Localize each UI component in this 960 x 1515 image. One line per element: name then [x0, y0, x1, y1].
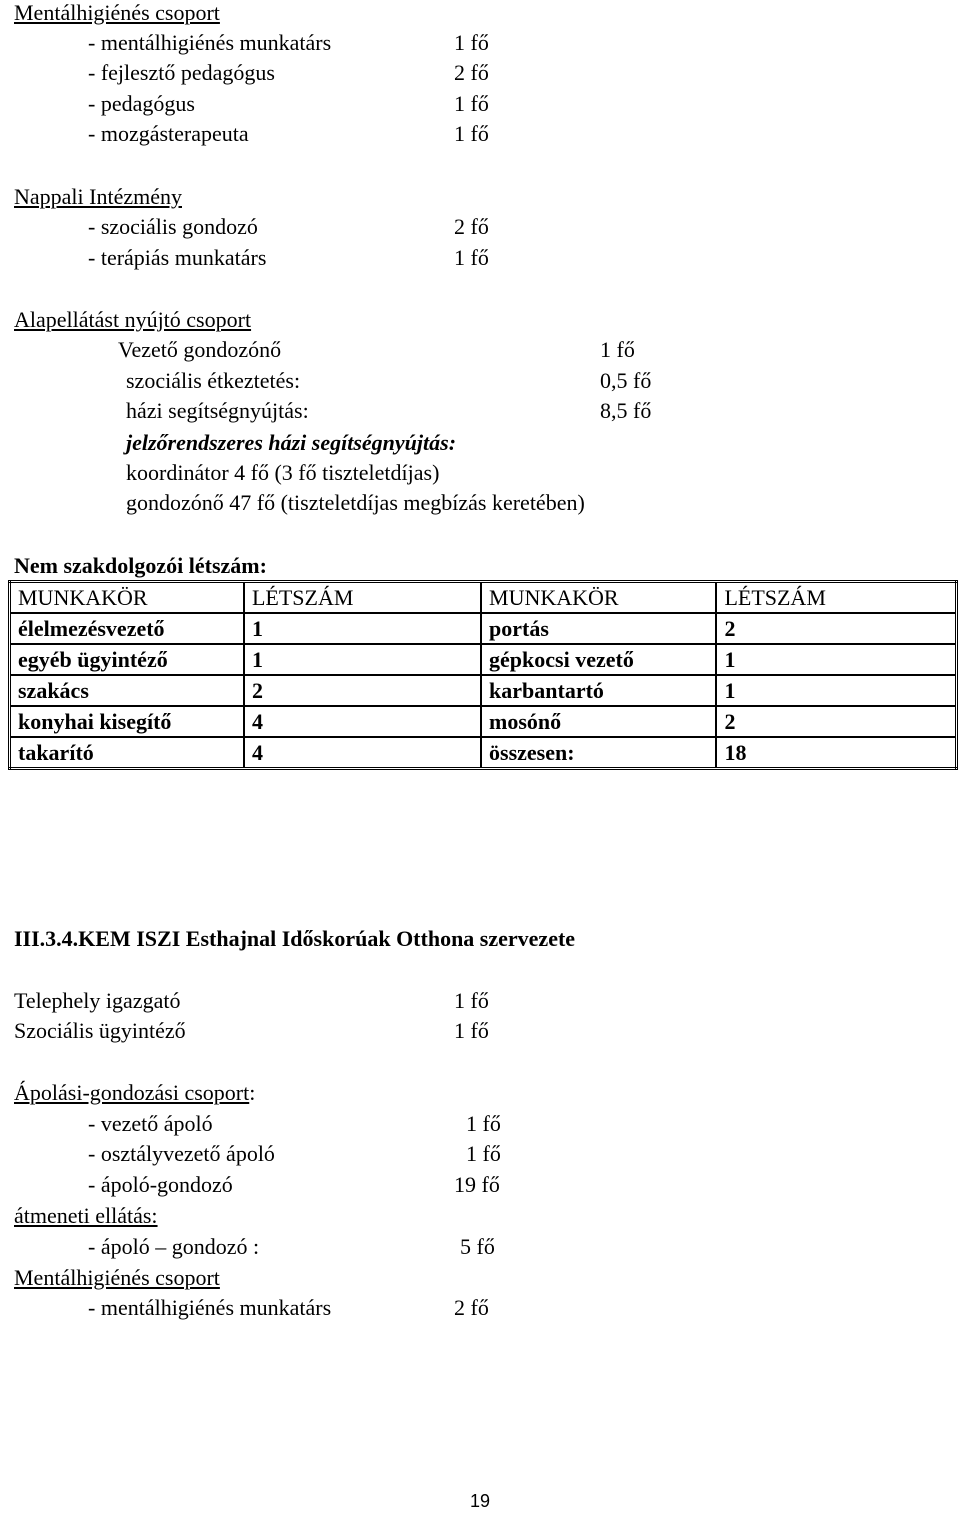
list-item-label: - pedagógus: [88, 91, 195, 116]
table-cell: 2: [716, 613, 956, 644]
table-cell: mosónő: [481, 706, 716, 737]
section-heading: III.3.4.KEM ISZI Esthajnal Időskorúak Otthona szervezete: [14, 926, 576, 951]
table-cell: konyhai kisegítő: [10, 706, 244, 737]
basic-care-title: Alapellátást nyújtó csoport: [14, 307, 252, 332]
table-row: [10, 675, 957, 706]
table-cell: 1: [244, 613, 481, 644]
table-row: [10, 706, 957, 737]
list-item-count: 1 fő: [454, 121, 489, 146]
table-cell: 1: [244, 644, 481, 675]
list-item-label: - mentálhigiénés munkatárs: [88, 1295, 332, 1320]
list-item-count: 1 fő: [466, 1141, 501, 1166]
list-item-count: 0,5 fő: [600, 368, 652, 393]
table-cell: karbantartó: [481, 675, 716, 706]
non-professional-title: Nem szakdolgozói létszám:: [14, 553, 267, 578]
header-cell: LÉTSZÁM: [716, 582, 956, 614]
list-item-label: Szociális ügyintéző: [14, 1018, 186, 1043]
table-row: [10, 737, 957, 769]
table-cell: takarító: [10, 737, 244, 769]
list-item-label: - ápoló-gondozó: [88, 1172, 233, 1197]
list-item-label: - mozgásterapeuta: [88, 121, 249, 146]
mental-hygiene-title: Mentálhigiénés csoport: [14, 1265, 220, 1290]
list-item-label: szociális étkeztetés:: [126, 368, 301, 393]
list-item-label: - vezető ápoló: [88, 1111, 213, 1136]
table-cell: 4: [244, 706, 481, 737]
transit-title: átmeneti ellátás:: [14, 1203, 158, 1228]
mental-hygiene-title: Mentálhigiénés csoport: [14, 0, 220, 25]
table-cell: 4: [244, 737, 481, 769]
header-cell: LÉTSZÁM: [244, 582, 481, 614]
list-item-label: - terápiás munkatárs: [88, 245, 267, 270]
list-item-count: 19 fő: [454, 1172, 500, 1197]
header-cell: MUNKAKÖR: [10, 582, 244, 614]
day-care-title: Nappali Intézmény: [14, 184, 182, 209]
list-item-label: Vezető gondozónő: [118, 337, 282, 362]
nursing-title-line: Ápolási-gondozási csoport:: [14, 1080, 256, 1105]
list-item-label: Telephely igazgató: [14, 988, 181, 1013]
nursing-title: Ápolási-gondozási csoport: [14, 1080, 250, 1105]
table-cell: egyéb ügyintéző: [10, 644, 244, 675]
list-item-count: 2 fő: [454, 1295, 489, 1320]
list-item-count: 1 fő: [454, 245, 489, 270]
list-item-label: - osztályvezető ápoló: [88, 1141, 275, 1166]
list-item-count: 5 fő: [460, 1234, 495, 1259]
list-item-label: házi segítségnyújtás:: [126, 398, 309, 423]
list-item-count: 1 fő: [454, 30, 489, 55]
table-row: [10, 644, 957, 675]
list-item-label: - szociális gondozó: [88, 214, 258, 239]
table-cell: 2: [244, 675, 481, 706]
list-item-count: 2 fő: [454, 214, 489, 239]
page-number: 19: [469, 1491, 491, 1511]
table-cell: 2: [716, 706, 956, 737]
staff-table: [8, 580, 958, 770]
table-row: [10, 613, 957, 644]
carer-line: gondozónő 47 fő (tiszteletdíjas megbízás keretében): [126, 490, 585, 515]
list-item-count: 1 fő: [466, 1111, 501, 1136]
list-item-count: 1 fő: [454, 91, 489, 116]
list-item-count: 2 fő: [454, 60, 489, 85]
table-cell: összesen:: [481, 737, 716, 769]
table-cell: portás: [481, 613, 716, 644]
list-item-count: 1 fő: [600, 337, 635, 362]
table-cell: 1: [716, 644, 956, 675]
header-cell: MUNKAKÖR: [481, 582, 716, 614]
table-cell: 18: [716, 737, 956, 769]
table-cell: szakács: [10, 675, 244, 706]
coordinator-line: koordinátor 4 fő (3 fő tiszteletdíjas): [126, 460, 440, 485]
list-item-count: 8,5 fő: [600, 398, 652, 423]
list-item-count: 1 fő: [454, 1018, 489, 1043]
table-header-row: [10, 582, 957, 614]
table-cell: 1: [716, 675, 956, 706]
list-item-label: - ápoló – gondozó :: [88, 1234, 260, 1259]
list-item-label: - fejlesztő pedagógus: [88, 60, 275, 85]
table-cell: gépkocsi vezető: [481, 644, 716, 675]
signal-care-title: jelzőrendszeres házi segítségnyújtás:: [126, 430, 457, 455]
list-item-label: - mentálhigiénés munkatárs: [88, 30, 332, 55]
table-cell: élelmezésvezető: [10, 613, 244, 644]
list-item-count: 1 fő: [454, 988, 489, 1013]
